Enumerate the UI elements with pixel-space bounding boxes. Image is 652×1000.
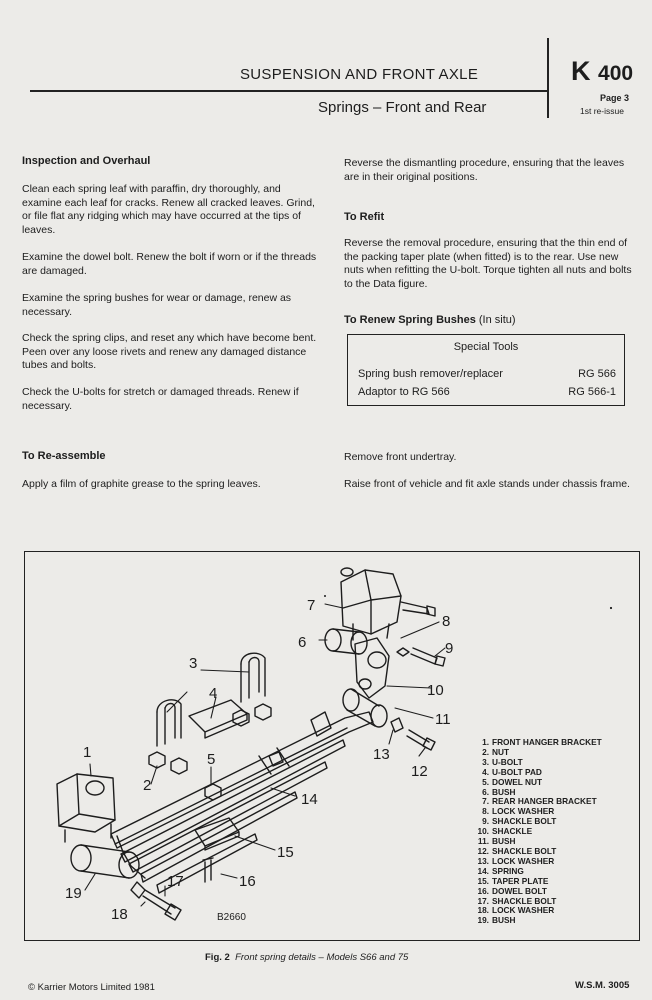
legend-number: 6.: [482, 786, 489, 797]
front-hanger-bracket-drawing: [57, 774, 115, 842]
legend-label: BUSH: [492, 836, 516, 847]
tool-label: Adaptor to RG 566: [358, 386, 450, 398]
callout-8: 8: [442, 613, 451, 630]
legend-number: 12.: [477, 845, 489, 856]
legend-number: 7.: [482, 796, 489, 807]
legend-label: BUSH: [492, 786, 516, 797]
legend-label: SHACKLE BOLT: [492, 895, 557, 906]
section-title: SUSPENSION AND FRONT AXLE: [240, 66, 479, 83]
callout-5: 5: [207, 751, 216, 768]
tool-row: [358, 368, 616, 380]
heading-reassemble: To Re-assemble: [22, 450, 106, 462]
legend-label: LOCK WASHER: [492, 806, 555, 817]
callout-6: 6: [298, 634, 307, 651]
callout-7: 7: [307, 597, 316, 614]
figure-number: Fig. 2: [205, 952, 230, 963]
callout-2: 2: [143, 777, 152, 794]
heading-renew-bushes: [344, 314, 516, 326]
para-reverse-dismantling: Reverse the dismantling procedure, ensuring that the leaves are in their original positions.: [344, 157, 625, 183]
callout-19: 19: [65, 885, 82, 902]
legend-label: REAR HANGER BRACKET: [492, 796, 597, 807]
tool-label: Spring bush remover/replacer: [358, 368, 503, 380]
tool-code: RG 566: [578, 368, 616, 380]
legend-number: 11.: [477, 836, 489, 847]
callout-12: 12: [411, 763, 428, 780]
legend-number: 4.: [482, 766, 489, 777]
callout-13: 13: [373, 746, 390, 763]
callout-1: 1: [83, 744, 92, 761]
copyright: © Karrier Motors Limited 1981: [28, 982, 155, 993]
callout-10: 10: [427, 682, 444, 699]
legend-label: SHACKLE BOLT: [492, 816, 557, 827]
callout-4: 4: [209, 685, 218, 702]
legend-number: 13.: [477, 855, 489, 866]
callout-14: 14: [301, 791, 318, 808]
figure-caption: [205, 952, 408, 963]
para-dowel-bolt: Examine the dowel bolt. Renew the bolt if worn or if the threads are damaged.: [22, 251, 317, 277]
heading-refit: To Refit: [344, 211, 385, 223]
legend-label: TAPER PLATE: [492, 875, 549, 886]
header-rule: [30, 90, 548, 92]
bush-6-drawing: [325, 629, 367, 654]
para-clean-leaves: Clean each spring leaf with paraffin, dry thoroughly, and examine each leaf for cracks. Renew all cracked leaves. Grind, or file flat any ridging which may have occurred at the tips of leaves.: [22, 183, 315, 236]
para-bushes: Examine the spring bushes for wear or damage, renew as necessary.: [22, 292, 292, 318]
legend-number: 9.: [482, 816, 489, 827]
bush-11-drawing: [343, 689, 387, 727]
callout-3: 3: [189, 655, 198, 672]
section-code: [571, 56, 633, 87]
code-letter: K: [571, 56, 591, 86]
legend-label: U-BOLT: [492, 756, 523, 767]
code-number: 400: [598, 62, 634, 85]
issue-label: 1st re-issue: [580, 106, 624, 116]
parts-legend: [472, 738, 602, 926]
tool-code: RG 566-1: [568, 386, 616, 398]
dowel-bolt-drawing: [203, 858, 213, 882]
legend-label: BUSH: [492, 915, 516, 926]
callout-16: 16: [239, 873, 256, 890]
legend-number: 15.: [477, 875, 489, 886]
legend-number: 10.: [477, 826, 489, 837]
para-spring-clips: Check the spring clips, and reset any which have become bent. Peen over any loose rivets and renew any damaged distance tubes and bolts.: [22, 332, 317, 371]
page-number: Page 3: [600, 93, 630, 103]
legend-label: SPRING: [492, 865, 524, 876]
u-bolt-pad-drawing: [189, 700, 247, 738]
callout-11: 11: [435, 711, 451, 728]
para-axle-stands: Raise front of vehicle and fit axle stands under chassis frame.: [344, 478, 630, 490]
leaf-spring-drawing: [111, 712, 373, 893]
para-u-bolts: Check the U-bolts for stretch or damaged threads. Renew if necessary.: [22, 386, 299, 412]
figure-caption-text: Front spring details – Models S66 and 75: [235, 952, 409, 963]
para-remove-undertray: Remove front undertray.: [344, 451, 457, 463]
legend-number: 18.: [477, 905, 489, 916]
callout-17: 17: [167, 873, 184, 890]
heading-renew-bushes-suffix: (In situ): [478, 314, 516, 326]
legend-number: 8.: [482, 806, 489, 817]
shackle-bolts-8-9-drawing: [397, 602, 445, 666]
rear-hanger-bracket-drawing: [341, 568, 401, 640]
callout-9: 9: [445, 640, 454, 657]
legend-label: LOCK WASHER: [492, 905, 555, 916]
para-graphite-grease: Apply a film of graphite grease to the spring leaves.: [22, 478, 261, 490]
callout-18: 18: [111, 906, 128, 923]
legend-item: [472, 916, 602, 926]
tool-row: [358, 386, 616, 398]
legend-number: 14.: [477, 865, 489, 876]
callout-15: 15: [277, 844, 294, 861]
drawing-reference: B2660: [217, 912, 246, 923]
legend-label: U-BOLT PAD: [492, 766, 542, 777]
section-subtitle: Springs – Front and Rear: [318, 99, 487, 116]
legend-label: DOWEL BOLT: [492, 885, 547, 896]
heading-renew-bushes-main: To Renew Spring Bushes: [344, 314, 476, 326]
legend-number: 3.: [482, 756, 489, 767]
manual-reference: W.S.M. 3005: [575, 980, 630, 991]
legend-label: SHACKLE: [492, 826, 533, 837]
para-refit: Reverse the removal procedure, ensuring that the thin end of the packing taper plate (when fitted) is to the rear. Use new nuts when refitting the U-bolt. Torque tighten all nuts and bolts to the Data figure.: [344, 237, 632, 290]
shackle-bolt-12-drawing: [391, 718, 435, 750]
legend-label: FRONT HANGER BRACKET: [492, 737, 602, 747]
shackle-drawing: [355, 638, 389, 698]
heading-inspection: Inspection and Overhaul: [22, 155, 151, 167]
legend-label: DOWEL NUT: [492, 776, 543, 787]
legend-number: 17.: [477, 895, 489, 906]
legend-number: 19.: [477, 915, 489, 926]
legend-label: SHACKLE BOLT: [492, 845, 557, 856]
legend-number: 1.: [482, 737, 489, 747]
legend-label: NUT: [492, 746, 510, 757]
special-tools-title: Special Tools: [453, 341, 519, 353]
header-divider: [547, 38, 549, 118]
legend-number: 16.: [477, 885, 489, 896]
legend-label: LOCK WASHER: [492, 855, 555, 866]
legend-number: 2.: [482, 746, 489, 757]
legend-number: 5.: [482, 776, 489, 787]
special-tools-box: [347, 334, 625, 406]
